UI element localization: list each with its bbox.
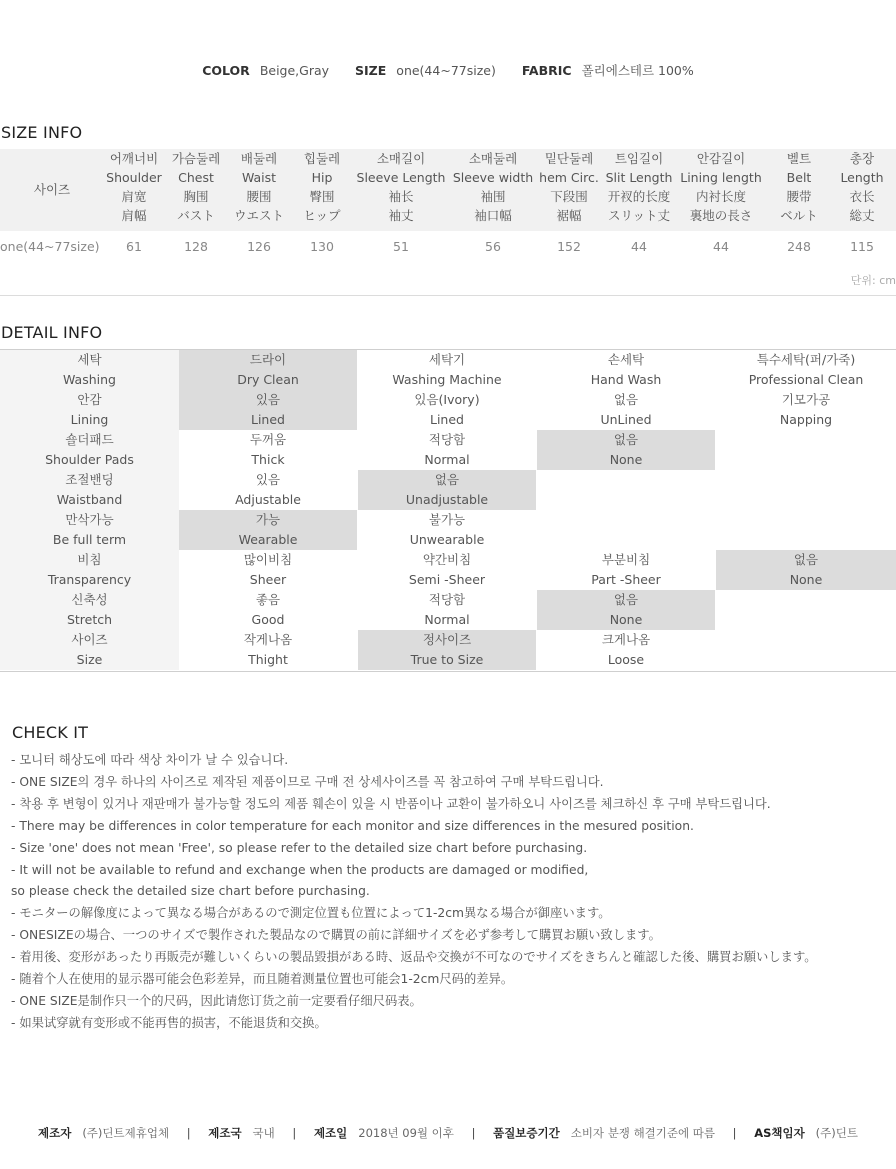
detail-option — [358, 350, 536, 390]
size-header-kr: 소매길이 — [376, 151, 426, 166]
detail-row — [0, 390, 896, 430]
detail-option — [179, 590, 357, 630]
detail-label-cell — [0, 350, 179, 390]
size-header-en: Length — [840, 170, 884, 185]
color-label: COLOR — [202, 63, 250, 78]
detail-row — [0, 590, 896, 630]
size-header-cn: 肩宽 — [121, 189, 147, 204]
size-header-kr: 밑단둘레 — [544, 151, 594, 166]
detail-option-selected — [179, 510, 357, 550]
detail-option-en: Normal — [424, 451, 470, 467]
size-header-jp: 裏地の長さ — [689, 208, 753, 223]
size-header-cn: 腰围 — [246, 189, 272, 204]
size-column-header — [166, 149, 226, 225]
detail-info-title: DETAIL INFO — [1, 323, 103, 342]
detail-option-selected — [179, 350, 357, 390]
size-row-header: 사이즈 — [33, 182, 71, 197]
detail-row — [0, 470, 896, 510]
detail-label-en: Stretch — [66, 611, 113, 627]
size-header-kr: 배둘레 — [240, 151, 278, 166]
detail-option-kr: 기모가공 — [781, 392, 831, 407]
detail-option-kr: 두꺼움 — [249, 432, 287, 447]
size-row-label: one(44~77size) — [0, 239, 100, 254]
detail-option-selected — [537, 430, 715, 470]
size-column-header — [602, 149, 676, 225]
footer-separator: | — [292, 1126, 297, 1140]
detail-label-kr: 만삭가능 — [65, 512, 114, 527]
size-value-cell: 128 — [184, 239, 208, 254]
check-it-notes — [11, 750, 817, 1035]
detail-option-en: Unwearable — [409, 531, 485, 547]
detail-option — [537, 630, 715, 670]
detail-option-selected — [716, 550, 896, 590]
detail-option-selected — [179, 390, 357, 430]
as-value: (주)딘트 — [815, 1126, 858, 1140]
size-header-jp: ヒップ — [303, 208, 341, 223]
color-value: Beige,Gray — [259, 63, 330, 78]
note-line: so please check the detailed size chart before purchasing. — [11, 884, 370, 899]
detail-label-en: Be full term — [52, 531, 127, 547]
detail-row — [0, 350, 896, 390]
country-label: 제조국 — [208, 1126, 242, 1140]
detail-label-en: Washing — [63, 371, 116, 387]
detail-option-en: Loose — [607, 651, 645, 667]
size-header-en: Sleeve Length — [356, 170, 446, 185]
detail-option-kr: 부분비침 — [601, 552, 651, 567]
note-line: - 착용 후 변형이 있거나 재판매가 불가능할 정도의 제품 훼손이 있을 시 반품이나 교환이 불가하오니 사이즈를 체크하신 후 구매 부탁드립니다. — [11, 796, 771, 811]
size-header-cn: 袖长 — [388, 189, 414, 204]
detail-option-selected — [358, 470, 536, 510]
detail-option-en: Wearable — [238, 531, 298, 547]
detail-option — [537, 350, 715, 390]
size-header-kr: 힙둘레 — [303, 151, 341, 166]
maker-value: (주)딘트제휴업체 — [82, 1126, 170, 1140]
size-column-header — [229, 149, 289, 225]
warranty-value: 소비자 분쟁 해결기준에 따름 — [570, 1126, 715, 1140]
size-column-header — [104, 149, 164, 225]
detail-info-table — [0, 349, 896, 672]
detail-label-cell — [0, 630, 179, 670]
detail-option-en: Thight — [248, 651, 288, 667]
detail-option — [179, 630, 357, 670]
size-header-cn: 胸围 — [183, 189, 209, 204]
detail-option-kr: 있음(Ivory) — [414, 392, 480, 407]
detail-label-en: Shoulder Pads — [45, 451, 134, 467]
detail-option-kr: 정사이즈 — [422, 632, 472, 647]
size-header-en: Waist — [241, 170, 277, 185]
size-header-jp: スリット丈 — [607, 208, 670, 223]
detail-option — [358, 550, 536, 590]
detail-label-kr: 세탁 — [77, 352, 102, 367]
detail-option-en: Dry Clean — [237, 371, 299, 387]
detail-row — [0, 630, 896, 670]
size-column-header — [774, 149, 824, 225]
size-header-kr: 트임길이 — [614, 151, 664, 166]
size-value: one(44~77size) — [396, 63, 496, 78]
check-it-title: CHECK IT — [12, 723, 89, 742]
detail-option-en: Napping — [779, 411, 833, 427]
note-line: - 如果试穿就有变形或不能再售的损害，不能退货和交换。 — [11, 1015, 327, 1030]
size-header-kr: 소매둘레 — [468, 151, 518, 166]
size-value-cell: 152 — [557, 239, 581, 254]
size-table-header — [0, 149, 896, 231]
size-header-cn: 臀围 — [309, 189, 335, 204]
detail-option-en: True to Size — [410, 651, 484, 667]
size-column-header — [355, 149, 447, 225]
detail-label-en: Transparency — [47, 571, 132, 587]
detail-label-kr: 사이즈 — [71, 632, 108, 647]
detail-option-en: Good — [251, 611, 285, 627]
size-header-en: Slit Length — [605, 170, 673, 185]
detail-label-kr: 숄더패드 — [65, 432, 114, 447]
size-header-kr: 벨트 — [786, 151, 812, 166]
size-header-kr: 가슴둘레 — [171, 151, 221, 166]
detail-option-kr: 가능 — [255, 512, 281, 527]
size-column-header — [537, 149, 601, 225]
detail-option — [179, 430, 357, 470]
detail-label-cell — [0, 590, 179, 630]
detail-option-en: Normal — [424, 611, 470, 627]
detail-label-cell — [0, 470, 179, 510]
detail-label-kr: 비침 — [77, 552, 102, 567]
detail-option-en: Lined — [251, 411, 285, 427]
detail-option-kr: 없음 — [793, 552, 819, 567]
size-info-title: SIZE INFO — [1, 123, 83, 142]
detail-row — [0, 430, 896, 470]
size-value-cell: 44 — [631, 239, 647, 254]
size-header-jp: 袖丈 — [388, 208, 414, 223]
detail-option-en: Professional Clean — [748, 371, 864, 387]
size-label: SIZE — [355, 63, 387, 78]
detail-row — [0, 550, 896, 590]
size-header-cn: 下段围 — [550, 189, 588, 204]
size-value-cell: 248 — [787, 239, 811, 254]
product-footer — [0, 1125, 896, 1141]
size-value-cell: 44 — [713, 239, 729, 254]
detail-option-en: Lined — [430, 411, 464, 427]
size-header-cn: 开衩的长度 — [607, 189, 671, 204]
detail-option — [179, 470, 357, 510]
size-header-cn: 腰带 — [786, 189, 812, 204]
detail-label-en: Size — [76, 651, 103, 667]
detail-option-en: Semi -Sheer — [408, 571, 486, 587]
detail-option-en: Sheer — [249, 571, 287, 587]
detail-label-kr: 안감 — [77, 392, 102, 407]
country-value: 국내 — [252, 1126, 275, 1140]
detail-option — [537, 390, 715, 430]
detail-option-kr: 많이비침 — [243, 552, 293, 567]
as-label: AS책임자 — [754, 1126, 805, 1140]
detail-option-kr: 없음 — [613, 592, 639, 607]
detail-option-kr: 세탁기 — [428, 352, 466, 367]
size-header-jp: 総丈 — [849, 208, 875, 223]
detail-option-en: Unadjustable — [405, 491, 489, 507]
note-line: - 모니터 해상도에 따라 색상 차이가 날 수 있습니다. — [11, 753, 289, 767]
detail-option — [179, 550, 357, 590]
detail-option-kr: 없음 — [434, 472, 460, 487]
detail-option-kr: 없음 — [613, 392, 639, 407]
detail-label-kr: 조절밴딩 — [65, 472, 114, 487]
note-line: - It will not be available to refund and exchange when the products are damaged or modified, — [11, 862, 589, 877]
detail-option-kr: 있음 — [255, 392, 281, 407]
size-header-jp: ウエスト — [233, 208, 284, 223]
size-header-cn: 衣长 — [849, 189, 875, 204]
detail-label-kr: 신축성 — [71, 592, 108, 607]
size-value-cell: 61 — [126, 239, 142, 254]
detail-label-cell — [0, 390, 179, 430]
size-header-jp: 袖口幅 — [474, 208, 512, 223]
fabric-label: FABRIC — [521, 63, 572, 78]
size-header-jp: バスト — [177, 208, 215, 223]
size-header-jp: ベルト — [780, 208, 818, 223]
warranty-label: 품질보증기간 — [493, 1126, 560, 1140]
size-header-cn: 袖围 — [480, 189, 506, 204]
detail-label-cell — [0, 510, 179, 550]
detail-option-en: Washing Machine — [392, 371, 502, 387]
detail-label-en: Waistband — [56, 491, 123, 507]
detail-option-selected — [358, 630, 536, 670]
unit-note: 단위: cm — [850, 274, 896, 287]
detail-option-kr: 적당함 — [428, 592, 466, 607]
note-line: - モニターの解像度によって異なる場合があるので測定位置も位置によって1-2cm異なる場合が御座います。 — [11, 906, 611, 921]
date-label: 제조일 — [313, 1126, 348, 1140]
footer-separator: | — [471, 1126, 476, 1140]
note-line: - 随着个人在使用的显示器可能会色彩差异，而且随着测量位置也可能会1-2cm尺码的差异。 — [11, 972, 514, 987]
size-column-header — [676, 149, 766, 225]
size-value-cell: 51 — [393, 239, 409, 254]
detail-option-en: UnLined — [600, 411, 652, 427]
product-spec-line — [0, 61, 896, 79]
size-header-jp: 裾幅 — [556, 208, 582, 223]
size-value-cell: 130 — [310, 239, 334, 254]
detail-row — [0, 510, 896, 550]
note-line: - There may be differences in color temperature for each monitor and size differences in the mesured position. — [11, 818, 694, 833]
detail-label-cell — [0, 430, 179, 470]
size-value-cell: 115 — [850, 239, 874, 254]
size-header-kr: 어깨너비 — [109, 151, 159, 166]
detail-option — [537, 550, 715, 590]
size-column-header — [837, 149, 887, 225]
fabric-value: 폴리에스테르 100% — [581, 63, 694, 78]
maker-label: 제조자 — [38, 1126, 72, 1140]
detail-option-kr: 크게나옴 — [601, 632, 651, 647]
detail-option-en: None — [609, 451, 643, 467]
date-value: 2018년 09월 이후 — [358, 1126, 454, 1140]
note-line: - ONESIZEの場合、一つのサイズで製作された製品なので購買の前に詳細サイズを必ず参考して購買お願い致します。 — [11, 928, 661, 943]
detail-option-en: Hand Wash — [590, 371, 662, 387]
size-header-cn: 内衬长度 — [695, 189, 746, 204]
footer-separator: | — [732, 1126, 737, 1140]
size-header-en: Shoulder — [106, 170, 162, 185]
size-column-header — [447, 149, 539, 225]
detail-option — [358, 510, 536, 550]
size-header-en: Belt — [786, 170, 812, 185]
detail-option-kr: 특수세탁(퍼/가죽) — [756, 352, 856, 367]
detail-option — [358, 590, 536, 630]
size-header-kr: 총장 — [849, 151, 875, 166]
size-header-kr: 안감길이 — [696, 151, 746, 166]
detail-option-kr: 약간비침 — [422, 552, 472, 567]
footer-separator: | — [186, 1126, 191, 1140]
detail-option-selected — [537, 590, 715, 630]
detail-option-en: Thick — [251, 451, 285, 467]
note-line: - ONE SIZE의 경우 하나의 사이즈로 제작된 제품이므로 구매 전 상세사이즈를 꼭 참고하여 구매 부탁드립니다. — [11, 774, 604, 789]
detail-option-kr: 작게나옴 — [243, 632, 293, 647]
detail-option — [358, 430, 536, 470]
note-line: - Size 'one' does not mean 'Free', so please refer to the detailed size chart before purchasing. — [11, 840, 588, 855]
detail-option-kr: 드라이 — [249, 352, 287, 367]
size-value-cell: 126 — [247, 239, 271, 254]
detail-option-kr: 손세탁 — [607, 352, 645, 367]
size-table-row — [0, 239, 896, 259]
detail-option — [716, 350, 896, 390]
detail-option-kr: 없음 — [613, 432, 639, 447]
detail-option-kr: 있음 — [255, 472, 281, 487]
size-column-header — [292, 149, 352, 225]
detail-label-cell — [0, 550, 179, 590]
detail-option-en: None — [609, 611, 643, 627]
detail-option-kr: 불가능 — [428, 512, 466, 527]
detail-option — [358, 390, 536, 430]
detail-option-kr: 좋음 — [255, 592, 281, 607]
detail-option-kr: 적당함 — [428, 432, 466, 447]
detail-option-en: Adjustable — [235, 491, 301, 507]
detail-label-en: Lining — [70, 411, 109, 427]
section-divider — [0, 295, 896, 296]
note-line: - 着用後、変形があったり再販売が難しいくらいの製品毀損がある時、返品や交換が不可なのでサイズをきちんと確認した後、購買お願いします。 — [11, 950, 817, 965]
size-header-en: Sleeve width — [452, 170, 534, 185]
note-line: - ONE SIZE是制作只一个的尺码，因此请您订货之前一定要看仔细尺码表。 — [11, 993, 422, 1008]
detail-option-en: None — [789, 571, 823, 587]
size-header-en: Lining length — [680, 170, 762, 185]
size-header-en: hem Circ. — [539, 170, 599, 185]
size-header-en: Hip — [311, 170, 333, 185]
detail-option-en: Part -Sheer — [591, 571, 661, 587]
size-value-cell: 56 — [485, 239, 501, 254]
detail-option — [716, 390, 896, 430]
size-header-en: Chest — [178, 170, 214, 185]
size-header-jp: 肩幅 — [121, 208, 147, 223]
